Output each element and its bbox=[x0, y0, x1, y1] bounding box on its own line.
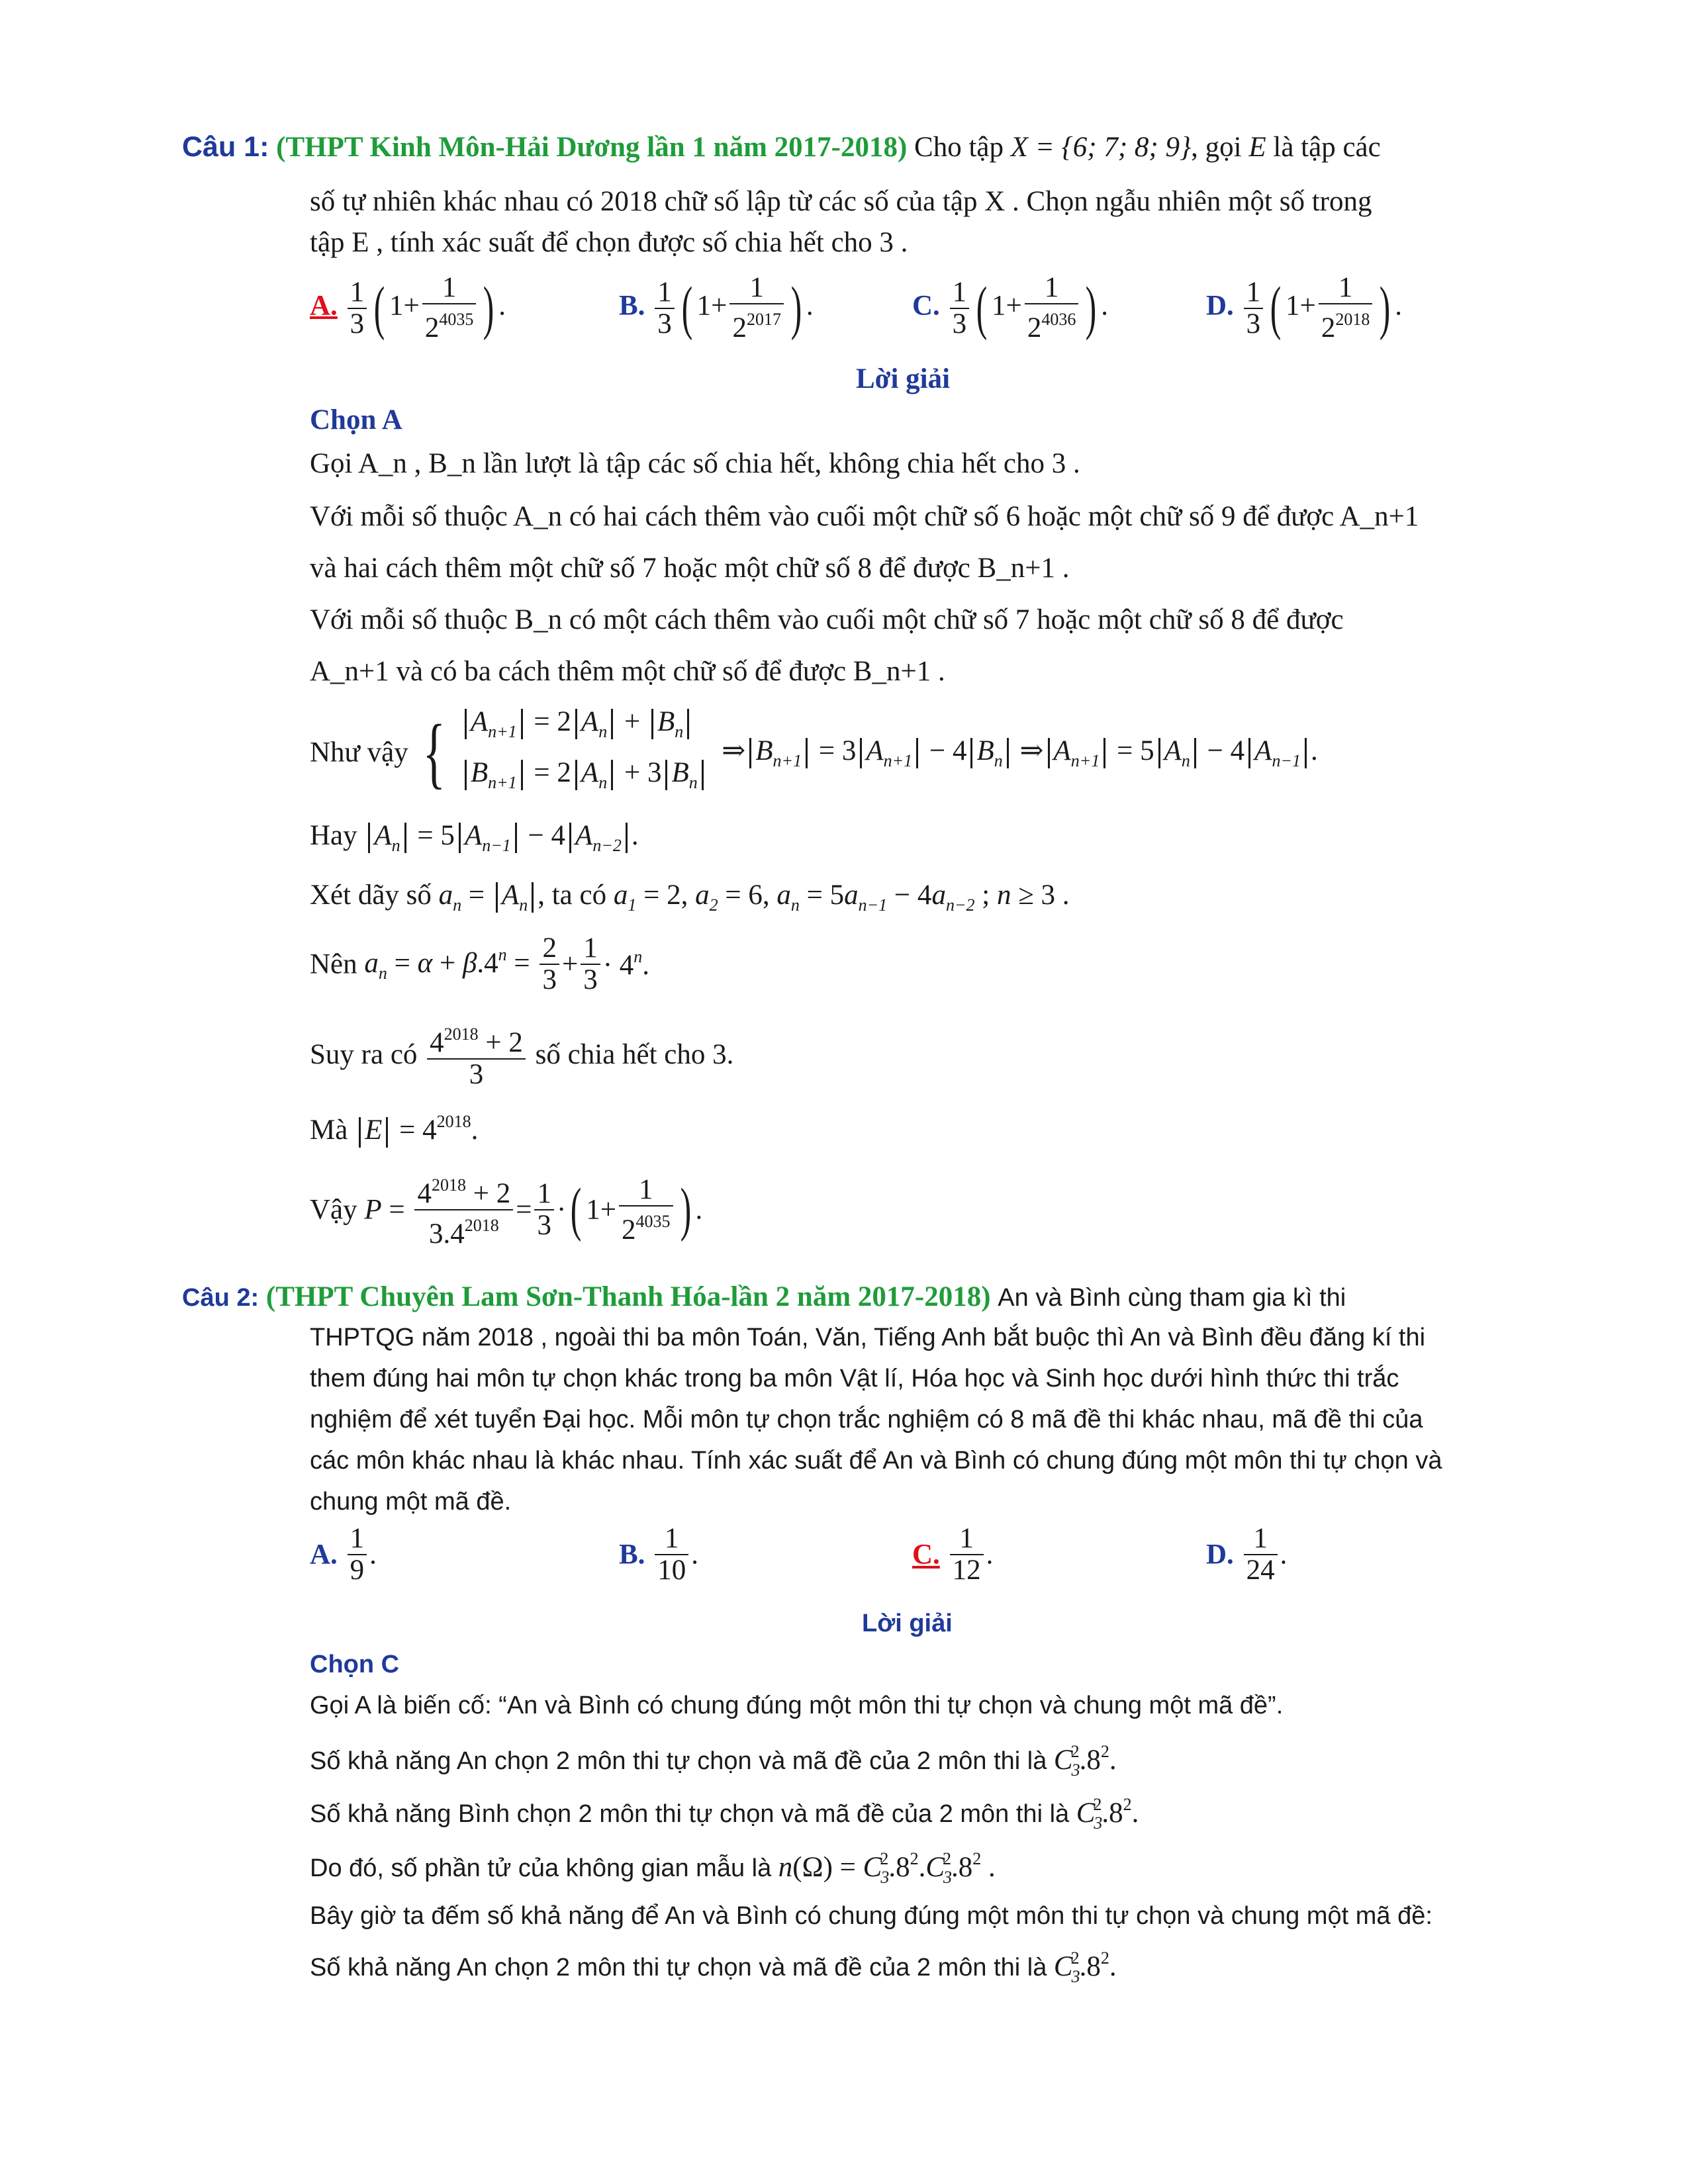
q1-s8-label: Suy ra có bbox=[310, 1039, 418, 1070]
q2-s3: Số khả năng Bình chọn 2 môn thi tự chọn và mã đề của 2 môn thi là $C_3^2.8^2$. bbox=[310, 1795, 1139, 1833]
q1-option-d-letter: D. bbox=[1206, 290, 1234, 322]
q1-header bbox=[182, 131, 1381, 163]
q2-s6: Số khả năng An chọn 2 môn thi tự chọn và mã đề của 2 môn thi là $C_3^2.8^2$. bbox=[310, 1948, 1117, 1986]
q1-set: X = {6; 7; 8; 9} bbox=[1010, 132, 1192, 163]
q2-s3-text: Số khả năng Bình chọn 2 môn thi tự chọn và mã đề của 2 môn thi là bbox=[310, 1800, 1070, 1828]
q1-label: Câu 1: bbox=[182, 131, 269, 163]
q1-s6-mid: , ta có bbox=[538, 880, 607, 911]
q2-label: Câu 2: bbox=[182, 1284, 259, 1312]
q1-s7: Nên $a_n = \alpha + \beta.4^n$ = $\frac{2}{3}$ + $\frac{1}{3}$ · $4^n$. bbox=[310, 933, 650, 995]
q1-s8-tail: số chia hết cho 3. bbox=[535, 1039, 734, 1070]
q2-s4: Do đó, số phần tử của không gian mẫu là $n(\Omega) = C_3^2.8^2.C_3^2.8^2$ . bbox=[310, 1849, 996, 1887]
q2-s2: Số khả năng An chọn 2 môn thi tự chọn và mã đề của 2 môn thi là $C_3^2.8^2$. bbox=[310, 1742, 1117, 1780]
q1-s5-label: Hay bbox=[310, 820, 357, 851]
q1-text-a: Cho tập bbox=[914, 132, 1004, 163]
q1-s5: Hay $A_n = 5$ $A_{n-1} - 4$ $A_{n-2}$ . bbox=[310, 820, 639, 855]
q1-E: E bbox=[1248, 132, 1266, 163]
q1-text-b: , gọi bbox=[1191, 132, 1242, 163]
q2-option-a-letter: A. bbox=[310, 1539, 338, 1570]
q1-option-d[interactable]: D. $\frac{1}{3}$ ( 1+ $\frac{1}{2^{2018}}$ ) . bbox=[1206, 272, 1403, 343]
q1-option-c[interactable]: C. $\frac{1}{3}$ ( 1+ $\frac{1}{2^{4036}}$ ) . bbox=[912, 272, 1109, 343]
q1-s4: Như vậy { $A_{n+1} = 2$ $A_n + B_n$ $B_{n+1} = 2$ $A_n + 3$ $B_n$ ⇒ $B_{n+1} = 3$ $A_{n+1} - 4$ $B_n$ ⇒ $A_{n+1} = 5$ $A_n - 4$ $A_{n-1}$ . bbox=[310, 706, 1318, 796]
q2-option-b-letter: B. bbox=[619, 1539, 645, 1570]
q2-s6-text: Số khả năng An chọn 2 môn thi tự chọn và mã đề của 2 môn thi là bbox=[310, 1954, 1047, 1981]
q2-s4-text: Do đó, số phần tử của không gian mẫu là bbox=[310, 1854, 772, 1882]
q2-source: (THPT Chuyên Lam Sơn-Thanh Hóa-lần 2 năm 2017-2018) bbox=[265, 1281, 991, 1312]
q1-option-b-letter: B. bbox=[619, 290, 645, 322]
q1-s3b: A_n+1 và có ba cách thêm một chữ số để được B_n+1 . bbox=[310, 656, 945, 687]
q2-line6: chung một mã đề. bbox=[310, 1488, 512, 1516]
q1-line2: số tự nhiên khác nhau có 2018 chữ số lập từ các số của tập X . Chọn ngẫu nhiên một số trong bbox=[310, 186, 1372, 217]
q1-choose: Chọn A bbox=[310, 404, 402, 435]
q1-option-c-letter: C. bbox=[912, 290, 940, 322]
q2-s1: Gọi A là biến cố: “An và Bình có chung đúng một môn thi tự chọn và chung một mã đề”. bbox=[310, 1692, 1284, 1719]
q2-option-b[interactable]: B. $\frac{1}{10}$ . bbox=[619, 1523, 698, 1586]
q2-line2: THPTQG năm 2018 , ngoài thi ba môn Toán, Văn, Tiếng Anh bắt buộc thì An và Bình đều đăng kí thi bbox=[310, 1324, 1426, 1351]
q1-option-a-letter: A. bbox=[310, 290, 338, 322]
q1-s6-label: Xét dãy số bbox=[310, 880, 432, 911]
q2-choose: Chọn C bbox=[310, 1651, 400, 1678]
q1-s8: Suy ra có $\frac{4^{2018} + 2}{3}$ số chia hết cho 3. bbox=[310, 1019, 733, 1090]
q2-solution-title: Lời giải bbox=[862, 1610, 953, 1637]
q2-line5: các môn khác nhau là khác nhau. Tính xác suất để An và Bình có chung đúng một môn thi tự chọn và bbox=[310, 1447, 1442, 1475]
q2-s5: Bây giờ ta đếm số khả năng để An và Bình có chung đúng một môn thi tự chọn và chung một mã đề: bbox=[310, 1902, 1432, 1930]
q1-line3: tập E , tính xác suất để chọn được số chia hết cho 3 . bbox=[310, 227, 908, 258]
q2-header bbox=[182, 1281, 1346, 1313]
q1-text-c: là tập các bbox=[1273, 132, 1381, 163]
q2-text-a: An và Bình cùng tham gia kì thi bbox=[998, 1284, 1346, 1312]
q2-option-a[interactable]: A. $\frac{1}{9}$ . bbox=[310, 1523, 377, 1586]
q1-s9: Mà $E = 4^{2018}$. bbox=[310, 1112, 478, 1148]
q1-s2b: và hai cách thêm một chữ số 7 hoặc một chữ số 8 để được B_n+1 . bbox=[310, 553, 1070, 584]
q2-option-c-letter: C. bbox=[912, 1539, 940, 1570]
q2-s2-text: Số khả năng An chọn 2 môn thi tự chọn và mã đề của 2 môn thi là bbox=[310, 1747, 1047, 1775]
q1-s6: Xét dãy số $a_n = A_n$ , ta có $a_1 = 2$, $a_2 = 6$, $a_n = 5a_{n-1} - 4a_{n-2}$ ; n ≥ 3 . bbox=[310, 880, 1070, 915]
q2-line3: them đúng hai môn tự chọn khác trong ba môn Vật lí, Hóa học và Sinh học dưới hình thức thi trắc bbox=[310, 1365, 1399, 1392]
q1-option-a[interactable]: A. $\frac{1}{3}$ ( 1+ $\frac{1}{2^{4035}}$ ) . bbox=[310, 272, 506, 343]
q1-source: (THPT Kinh Môn-Hải Dương lần 1 năm 2017-2018) bbox=[276, 132, 908, 163]
q1-s9-label: Mà bbox=[310, 1115, 348, 1146]
q1-solution-title: Lời giải bbox=[856, 363, 951, 394]
q2-line4: nghiệm để xét tuyển Đại học. Mỗi môn tự chọn trắc nghiệm có 8 mã đề thi khác nhau, mã đề thi của bbox=[310, 1406, 1423, 1433]
q1-s1: Gọi A_n , B_n lần lượt là tập các số chia hết, không chia hết cho 3 . bbox=[310, 448, 1080, 479]
q1-s10: Vậy P = $\frac{4^{2018} + 2}{3.4^{2018}}$ = $\frac{1}{3}$ ·( 1+ $\frac{1}{2^{4035}}$ ) . bbox=[310, 1170, 702, 1250]
q1-s4-label: Như vậy bbox=[310, 737, 408, 768]
q1-option-b[interactable]: B. $\frac{1}{3}$ ( 1+ $\frac{1}{2^{2017}}$ ) . bbox=[619, 272, 814, 343]
q2-option-d[interactable]: D. $\frac{1}{24}$ . bbox=[1206, 1523, 1288, 1586]
q2-option-c[interactable]: C. $\frac{1}{12}$ . bbox=[912, 1523, 994, 1586]
q1-s10-label: Vậy bbox=[310, 1194, 357, 1226]
q1-s2a: Với mỗi số thuộc A_n có hai cách thêm vào cuối một chữ số 6 hoặc một chữ số 9 để được A_n+1 bbox=[310, 501, 1419, 532]
q2-option-d-letter: D. bbox=[1206, 1539, 1234, 1570]
q1-s7-label: Nên bbox=[310, 948, 357, 980]
q1-s3a: Với mỗi số thuộc B_n có một cách thêm vào cuối một chữ số 7 hoặc một chữ số 8 để được bbox=[310, 604, 1344, 635]
